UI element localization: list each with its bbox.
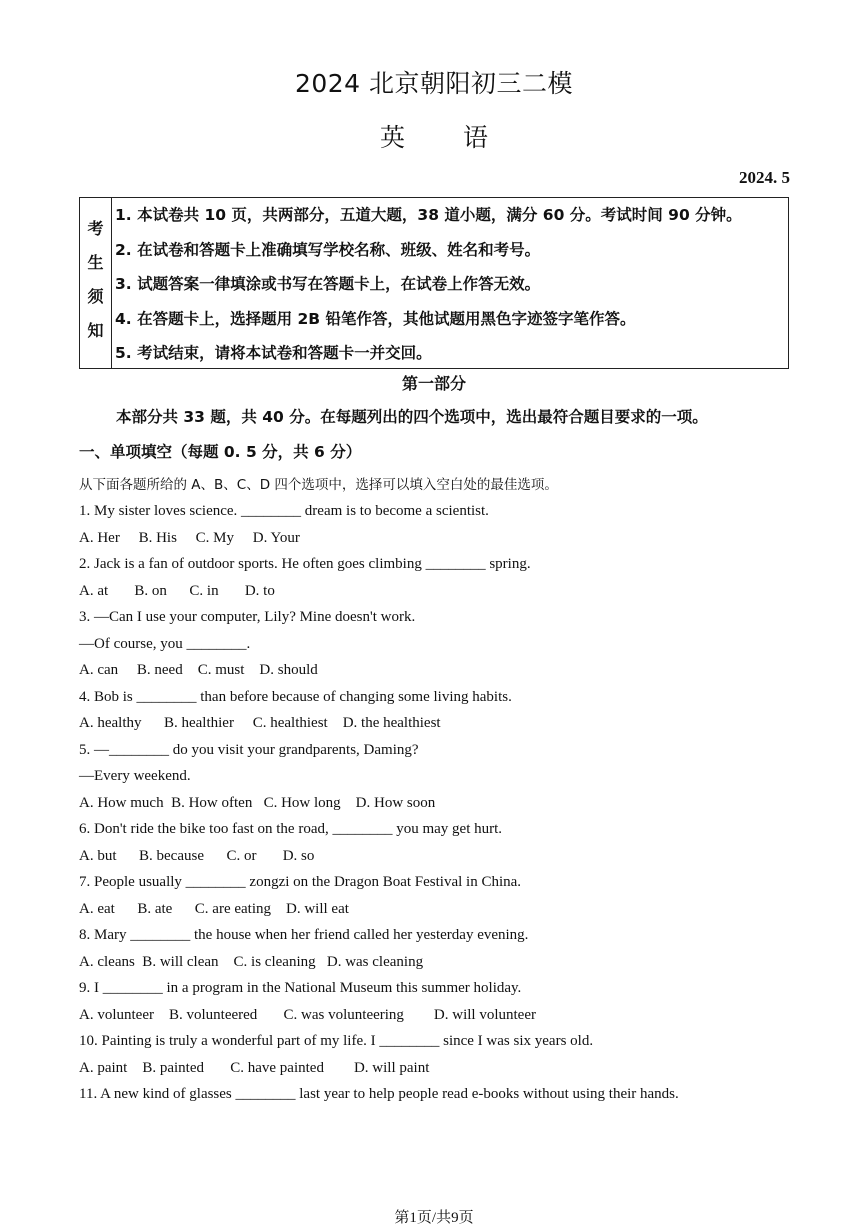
options-line: A. eat B. ate C. are eating D. will eat xyxy=(79,900,349,917)
question-line: 6. Don't ride the bike too fast on the road, ________ you may get hurt. xyxy=(79,821,503,837)
notice-item: 2. 在试卷和答题卡上准确填写学校名称、班级、姓名和考号。 xyxy=(115,240,541,259)
part-title: 第一部分 xyxy=(401,374,466,393)
question-line: —Of course, you ________. xyxy=(79,635,251,652)
question-line: 3. —Can I use your computer, Lily? Mine doesn't work. xyxy=(79,609,416,625)
notice-item: 4. 在答题卡上，选择题用 2B 铅笔作答，其他试题用黑色字迹签字笔作答。 xyxy=(115,309,636,328)
notice-label-char: 知 xyxy=(87,321,104,340)
question-list xyxy=(79,500,799,1110)
notice-label-char: 考 xyxy=(87,219,104,238)
notice-label xyxy=(80,198,112,368)
notice-label-char: 生 xyxy=(87,253,104,272)
question-line: 10. Painting is truly a wonderful part of my life. I ________ since I was six years old. xyxy=(79,1033,594,1049)
question-line: —Every weekend. xyxy=(79,768,191,784)
exam-notice-box xyxy=(79,197,789,369)
question-line: 7. People usually ________ zongzi on the Dragon Boat Festival in China. xyxy=(79,874,522,890)
options-line: A. healthy B. healthier C. healthiest D. the healthiest xyxy=(79,715,441,731)
page-title: 2024 北京朝阳初三二模 xyxy=(294,69,574,98)
options-line: A. at B. on C. in D. to xyxy=(79,582,275,599)
notice-item: 1. 本试卷共 10 页，共两部分，五道大题，38 道小题，满分 60 分。考试时间 90 分钟。 xyxy=(115,206,742,224)
question-line: 4. Bob is ________ than before because of changing some living habits. xyxy=(79,688,512,705)
options-line: A. can B. need C. must D. should xyxy=(79,662,318,678)
question-line: 11. A new kind of glasses ________ last year to help people read e-books without using their hands. xyxy=(79,1086,679,1102)
section-directions: 从下面各题所给的 A、B、C、D 四个选项中，选择可以填入空白处的最佳选项。 xyxy=(79,477,558,493)
options-line: A. How much B. How often C. How long D. How soon xyxy=(79,794,436,811)
options-line: A. cleans B. will clean C. is cleaning D. was cleaning xyxy=(79,953,424,970)
page-footer: 第1页/共9页 xyxy=(394,1210,474,1226)
exam-date: 2024. 5 xyxy=(739,168,790,187)
question-line: 9. I ________ in a program in the National Museum this summer holiday. xyxy=(79,980,522,996)
options-line: A. Her B. His C. My D. Your xyxy=(79,529,300,546)
part-instruction: 本部分共 33 题，共 40 分。在每题列出的四个选项中，选出最符合题目要求的一项。 xyxy=(116,408,708,426)
question-line: 2. Jack is a fan of outdoor sports. He often goes climbing ________ spring. xyxy=(79,556,531,572)
options-line: A. but B. because C. or D. so xyxy=(79,847,315,864)
subject-title: 英语 xyxy=(379,123,546,152)
question-line: 8. Mary ________ the house when her friend called her yesterday evening. xyxy=(79,927,529,943)
question-line: 1. My sister loves science. ________ dream is to become a scientist. xyxy=(79,503,489,519)
section-title: 一、单项填空（每题 0. 5 分，共 6 分） xyxy=(79,443,362,461)
options-line: A. paint B. painted C. have painted D. will paint xyxy=(79,1059,430,1076)
notice-item: 5. 考试结束，请将本试卷和答题卡一并交回。 xyxy=(115,344,432,362)
notice-label-char: 须 xyxy=(87,287,104,306)
notice-items xyxy=(112,198,788,368)
question-line: 5. —________ do you visit your grandparents, Daming? xyxy=(79,741,419,758)
notice-item: 3. 试题答案一律填涂或书写在答题卡上，在试卷上作答无效。 xyxy=(115,275,541,293)
options-line: A. volunteer B. volunteered C. was volunteering D. will volunteer xyxy=(79,1006,536,1023)
